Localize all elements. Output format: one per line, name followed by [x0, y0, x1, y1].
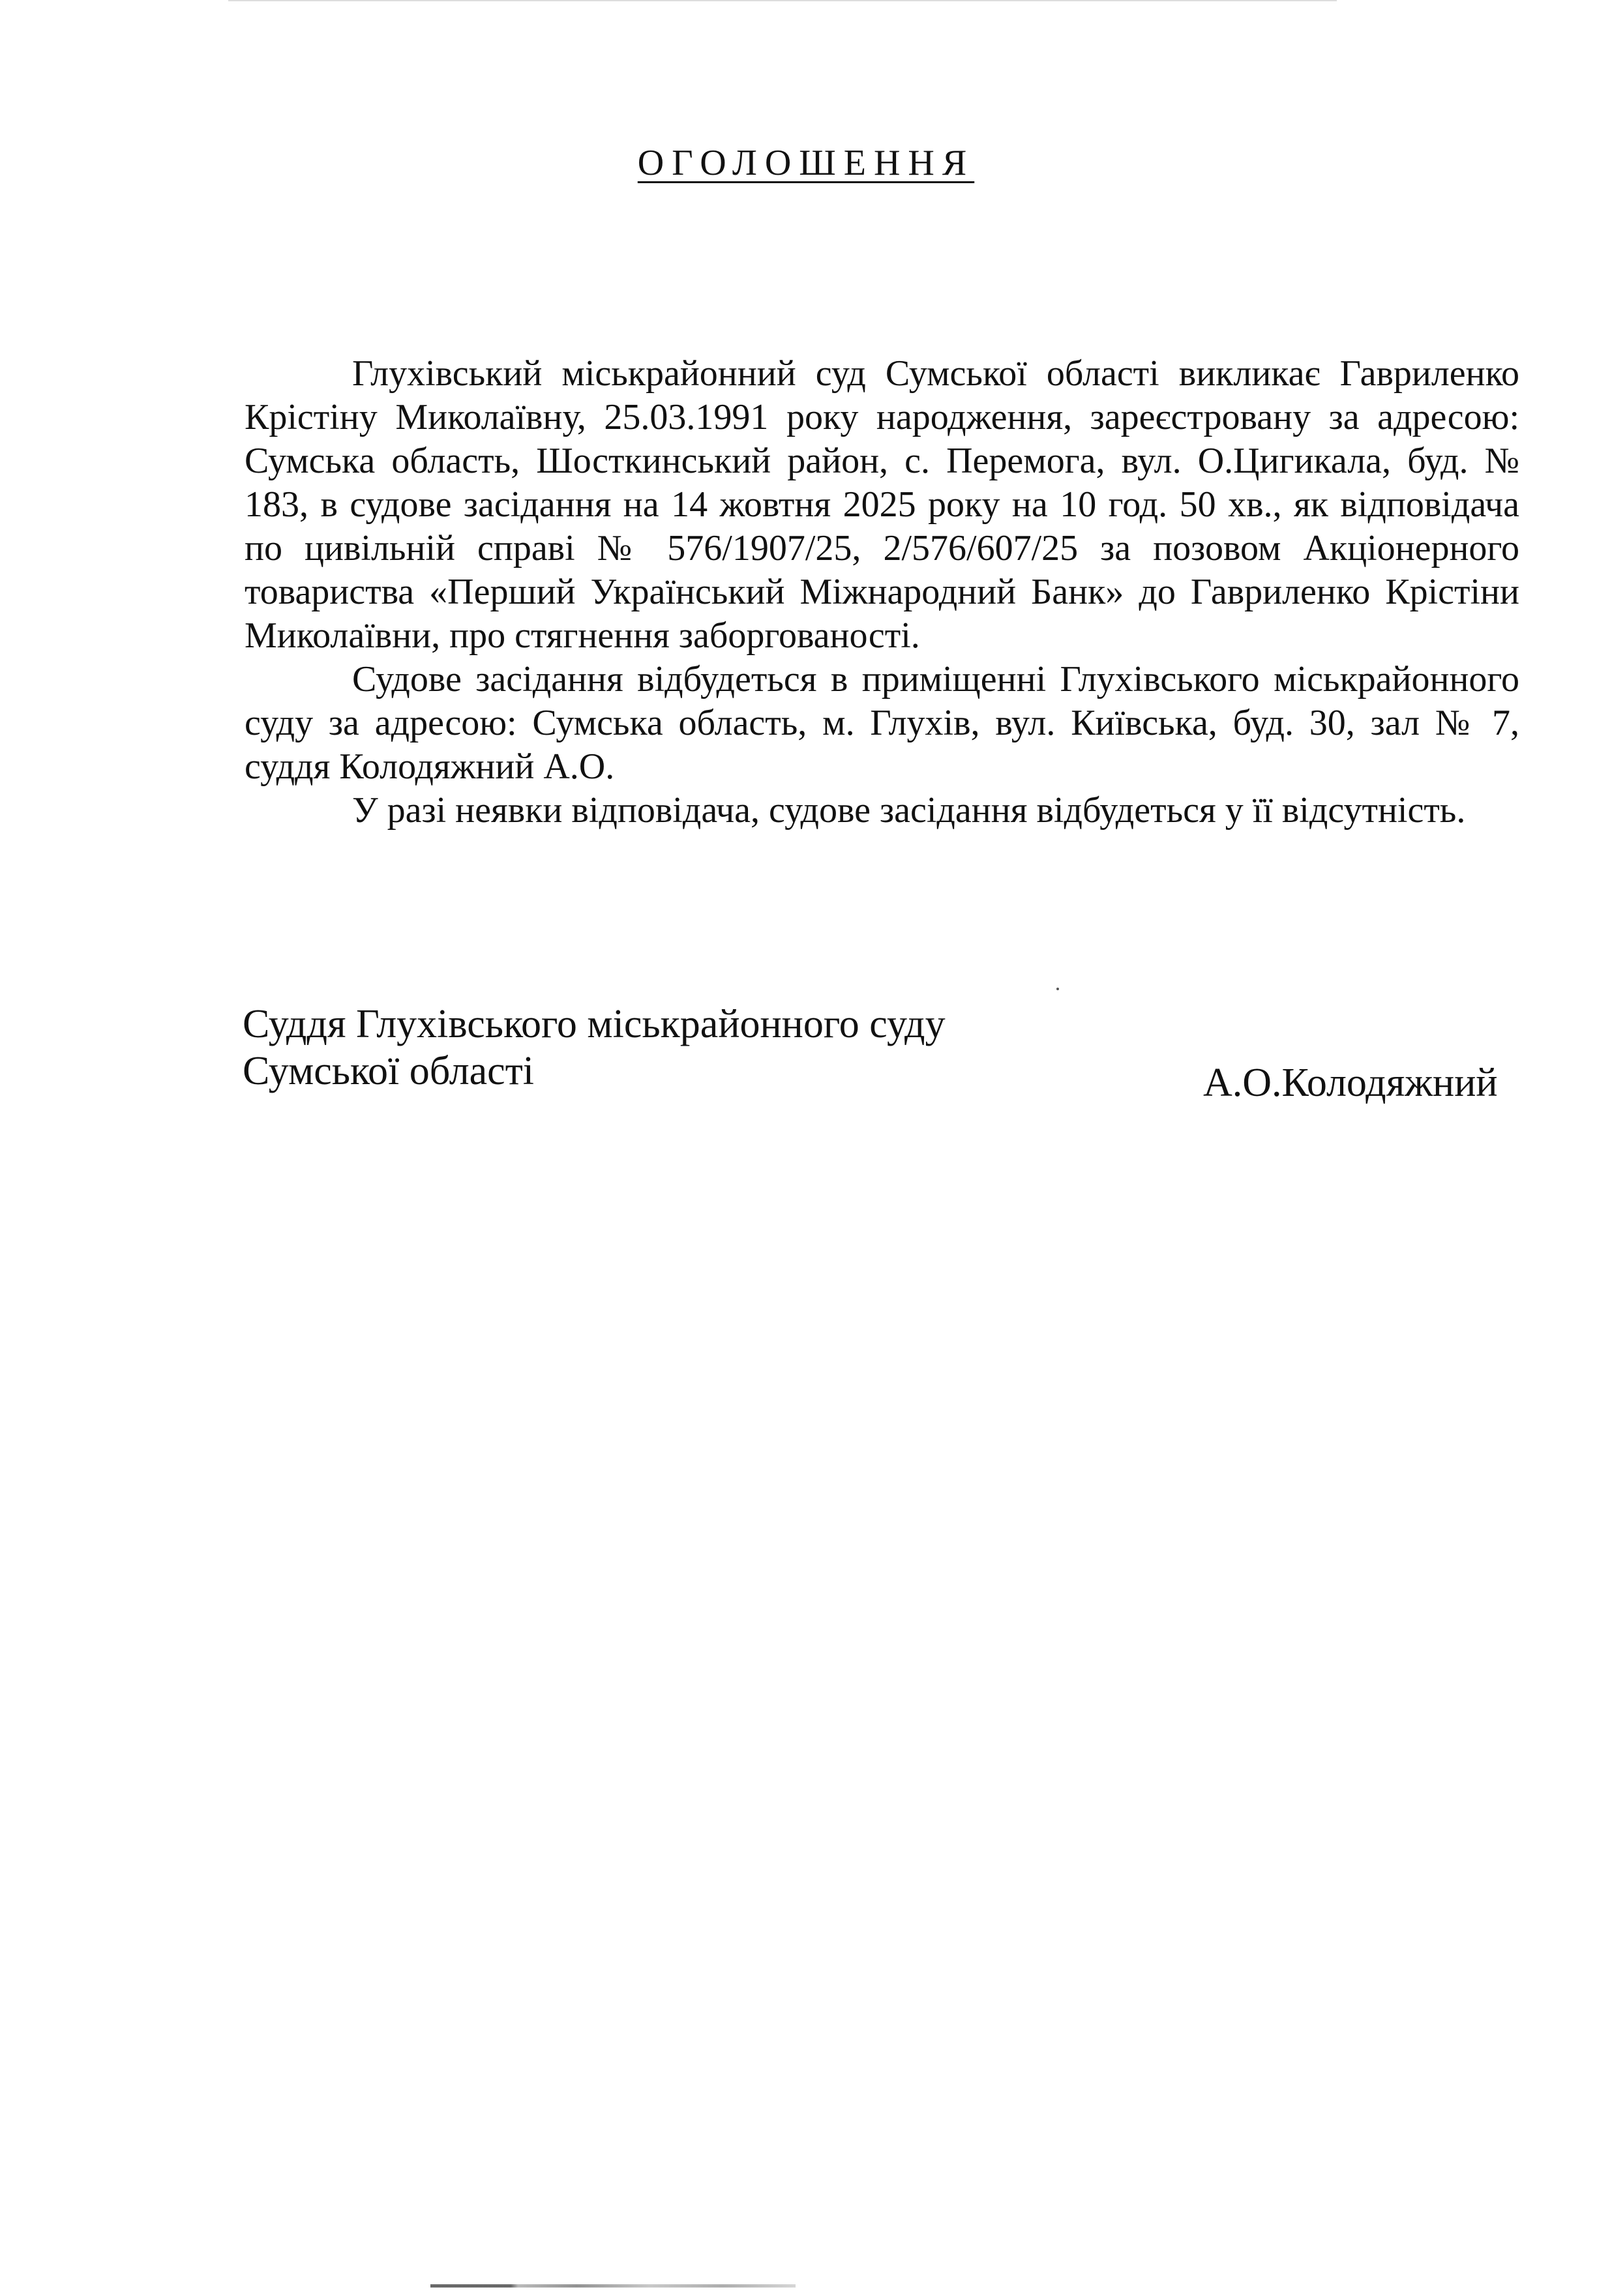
document-body: [245, 352, 1519, 832]
signature-name: А.О.Колодяжний: [1203, 1061, 1498, 1105]
document-title: ОГОЛОШЕННЯ: [637, 143, 975, 183]
paragraph-absence: У разі неявки відповідача, судове засідання відбудеться у її відсутність.: [352, 790, 1466, 831]
signature-position: [243, 1001, 946, 1095]
signature-position-line1: Суддя Глухівського міськрайонного суду: [243, 1002, 946, 1046]
paragraph-venue: Судове засідання відбудеться в приміщенні Глухівського міськрайонного суду за адресою: Сумська область, м. Глухів, вул. Київська, буд. 30, зал № 7, суддя Колодяжний А.О.: [245, 659, 1519, 787]
scan-edge-line: [228, 0, 1337, 1]
signature-position-line2: Сумської області: [243, 1049, 535, 1093]
scan-bottom-artifact: [430, 2284, 796, 2288]
paragraph-summons: Глухівський міськрайонний суд Сумської області викликає Гавриленко Крістіну Миколаївну, 25.03.1991 року народження, зареєстровану за адресою: Сумська область, Шосткинський район, с. Перемога, вул. О.Цигикала, буд. № 183, в судове засідання на 14 жовтня 2025 року на 10 год. 50 хв., як відповідача по цивільній справі № 576/1907/25, 2/576/607/25 за позовом Акціонерного товариства «Перший Український Міжнародний Банк» до Гавриленко Крістіни Миколаївни, про стягнення заборгованості.: [245, 353, 1519, 656]
scan-dot: [1056, 988, 1059, 990]
